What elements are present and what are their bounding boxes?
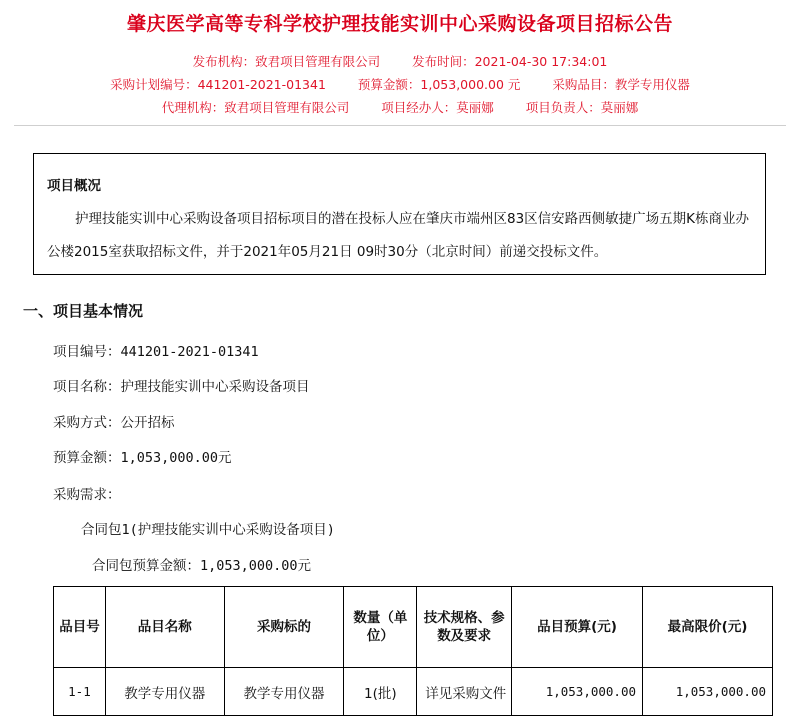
package-budget: 合同包预算金额：1,053,000.00元 [92,558,312,574]
items-table [53,586,773,716]
procurement-method: 采购方式：公开招标 [53,415,175,431]
publish-time: 发布时间：2021-04-30 17:34:01 [412,54,608,69]
cell-max-price: 1,053,000.00 [643,668,773,716]
budget-amount: 预算金额：1,053,000.00 元 [357,77,521,92]
col-item-name: 品目名称 [105,587,224,668]
overview-heading: 项目概况 [47,178,101,194]
cell-target: 教学专用仪器 [224,668,344,716]
col-max-price: 最高限价(元) [643,587,773,668]
meta-row-2 [0,75,800,93]
page-title: 肇庆医学高等专科学校护理技能实训中心采购设备项目招标公告 [126,13,673,35]
cell-item-budget: 1,053,000.00 [512,668,643,716]
col-spec: 技术规格、参数及要求 [417,587,512,668]
col-quantity: 数量（单位） [344,587,417,668]
project-name: 项目名称：护理技能实训中心采购设备项目 [53,379,310,395]
meta-row-1 [0,52,800,70]
procurement-demand: 采购需求： [53,487,121,503]
section-heading: 一、项目基本情况 [23,302,144,320]
table-row [54,668,773,716]
col-item-budget: 品目预算(元) [512,587,643,668]
agency: 代理机构：致君项目管理有限公司 [161,100,350,115]
project-lead: 项目负责人：莫丽娜 [525,100,639,115]
col-target: 采购标的 [224,587,344,668]
overview-box [33,153,766,275]
budget: 预算金额：1,053,000.00元 [53,450,232,466]
cell-item-name: 教学专用仪器 [105,668,224,716]
publisher: 发布机构：致君项目管理有限公司 [192,54,381,69]
cell-quantity: 1(批) [344,668,417,716]
project-number: 项目编号：441201-2021-01341 [53,344,259,360]
contract-package: 合同包1(护理技能实训中心采购设备项目) [81,522,335,538]
cell-item-no: 1-1 [54,668,106,716]
overview-text: 护理技能实训中心采购设备项目招标项目的潜在投标人应在肇庆市端州区83区信安路西侧敏捷广场五期K栋商业办公楼2015室获取招标文件，并于2021年05月21日 09时30分（北京时间）前递交投标文件。 [47,211,750,260]
cell-spec: 详见采购文件 [417,668,512,716]
meta-row-3 [0,98,800,116]
col-item-no: 品目号 [54,587,106,668]
table-header-row [54,587,773,668]
header-divider [14,125,786,126]
procurement-category: 采购品目：教学专用仪器 [552,77,690,92]
plan-number: 采购计划编号：441201-2021-01341 [110,77,326,92]
handler: 项目经办人：莫丽娜 [381,100,494,115]
